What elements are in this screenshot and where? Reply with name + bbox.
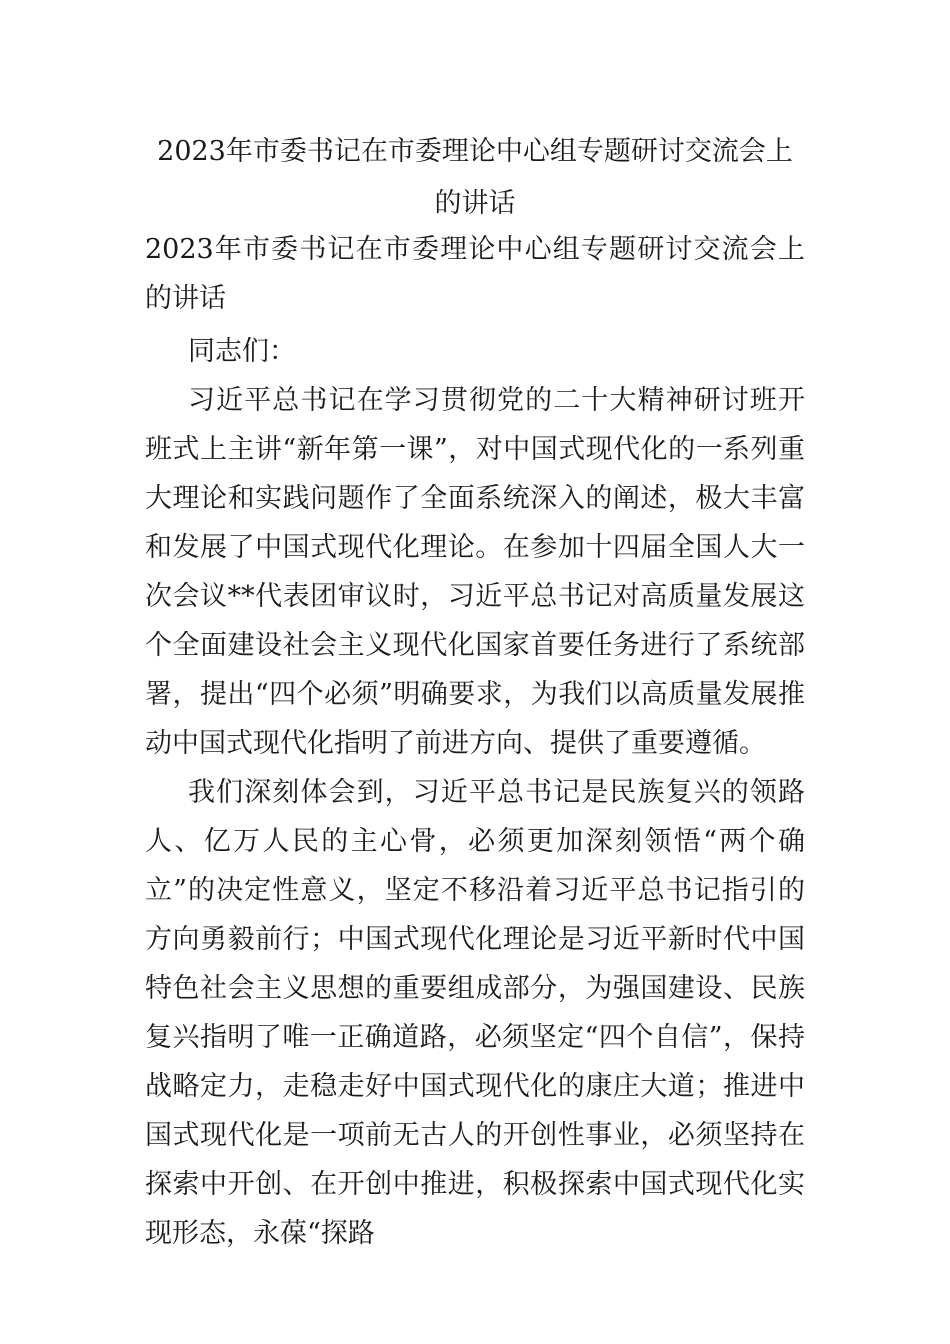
document-title-repeat: 2023年市委书记在市委理论中心组专题研讨交流会上的讲话	[145, 234, 805, 314]
document-title: 2023年市委书记在市委理论中心组专题研讨交流会上的讲话	[157, 136, 793, 219]
salutation: 同志们：	[188, 336, 296, 367]
document-body	[145, 327, 805, 1258]
paragraph: 我们深刻体会到，习近平总书记是民族复兴的领路人、亿万人民的主心骨，必须更加深刻领悟“两个确立”的决定性意义，坚定不移沿着习近平总书记指引的方向勇毅前行；中国式现代化理论是习近平新时代中国特色社会主义思想的重要组成部分，为强国建设、民族复兴指明了唯一正确道路，必须坚定“四个自信”，保持战略定力，走稳走好中国式现代化的康庄大道；推进中国式现代化是一项前无古人的开创性事业，必须坚持在探索中开创、在开创中推进，积极探索中国式现代化实现形态，永葆“探路	[145, 777, 805, 1249]
paragraph: 习近平总书记在学习贯彻党的二十大精神研讨班开班式上主讲“新年第一课”，对中国式现代化的一系列重大理论和实践问题作了全面系统深入的阐述，极大丰富和发展了中国式现代化理论。在参加十四届全国人大一次会议**代表团审议时，习近平总书记对高质量发展这个全面建设社会主义现代化国家首要任务进行了系统部署，提出“四个必须”明确要求，为我们以高质量发展推动中国式现代化指明了前进方向、提供了重要遵循。	[145, 385, 805, 759]
